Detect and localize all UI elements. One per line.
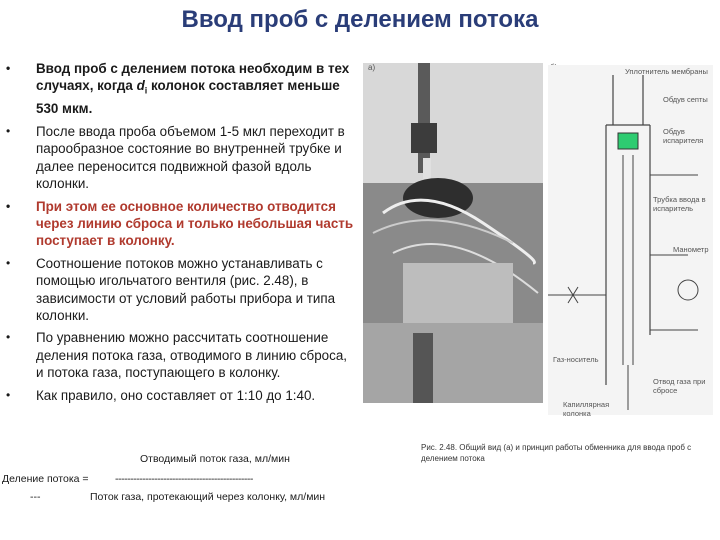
figure-label-a: а) xyxy=(368,63,376,72)
bullet-icon: • xyxy=(6,123,11,138)
label-septum-purge: Обдув септы xyxy=(663,95,708,104)
bullet-icon: • xyxy=(6,198,11,213)
page-title: Ввод проб с делением потока xyxy=(181,6,539,33)
label-septum-seal: Уплотнитель мембраны xyxy=(625,67,708,76)
list-item: • По уравнению можно рассчитать соотношение деления потока газа, отводимого в линию сброса, и потока газа, поступающего в колонку. xyxy=(6,330,347,381)
label-manometer: Манометр xyxy=(673,245,709,254)
formula-fraction-bar: ---------------------------------------------- xyxy=(115,473,253,485)
bullet-icon: • xyxy=(6,387,11,402)
list-item: • Ввод проб с делением потока необходим в тех случаях, когда $d_i$ колонок составляет меньше 530 мкм. xyxy=(6,61,350,117)
list-item: • После ввода проба объемом 1-5 мкл переходит в парообразное состояние во внутренней трубке и далее переносится подвижной фазой вдоль колонки. xyxy=(6,123,345,192)
list-item: • Соотношение потоков можно устанавливать с помощью игольчатого вентиля (рис. 2.48), в зависимости от условий работы прибора и типа колонки. xyxy=(6,255,336,323)
injector-photo xyxy=(363,63,543,403)
formula-numerator: Отводимый поток газа, мл/мин xyxy=(140,453,290,465)
formula-fraction-bar-cont: --- xyxy=(30,491,41,503)
figure-2-48 xyxy=(363,55,718,475)
bullet-icon: • xyxy=(6,330,11,345)
formula-denominator: Поток газа, протекающий через колонку, мл/мин xyxy=(90,491,326,503)
label-insert-tube: Трубка ввода в испаритель xyxy=(653,195,706,213)
label-carrier-gas: Газ-носитель xyxy=(553,355,599,364)
bullet-icon: • xyxy=(6,255,11,270)
label-evaporator-purge: Обдув испарителя xyxy=(663,127,704,145)
figure-caption: Рис. 2.48. Общий вид (а) и принцип работы обменника для ввода проб с делением потока xyxy=(421,443,692,463)
bullet-list xyxy=(6,60,356,409)
label-split-vent: Отвод газа при сбросе xyxy=(653,377,706,395)
injector-photo-drawing xyxy=(363,63,543,403)
label-capillary-column: Капиллярная колонка xyxy=(563,400,610,418)
list-item: • Как правило, оно составляет от 1:10 до 1:40. xyxy=(6,387,316,403)
bullet-icon: • xyxy=(6,61,11,75)
list-item: • При этом ее основное количество отводится через линию сброса и только небольшая часть поступает в колонку. xyxy=(6,198,354,249)
formula-lhs: Деление потока = xyxy=(2,473,89,485)
